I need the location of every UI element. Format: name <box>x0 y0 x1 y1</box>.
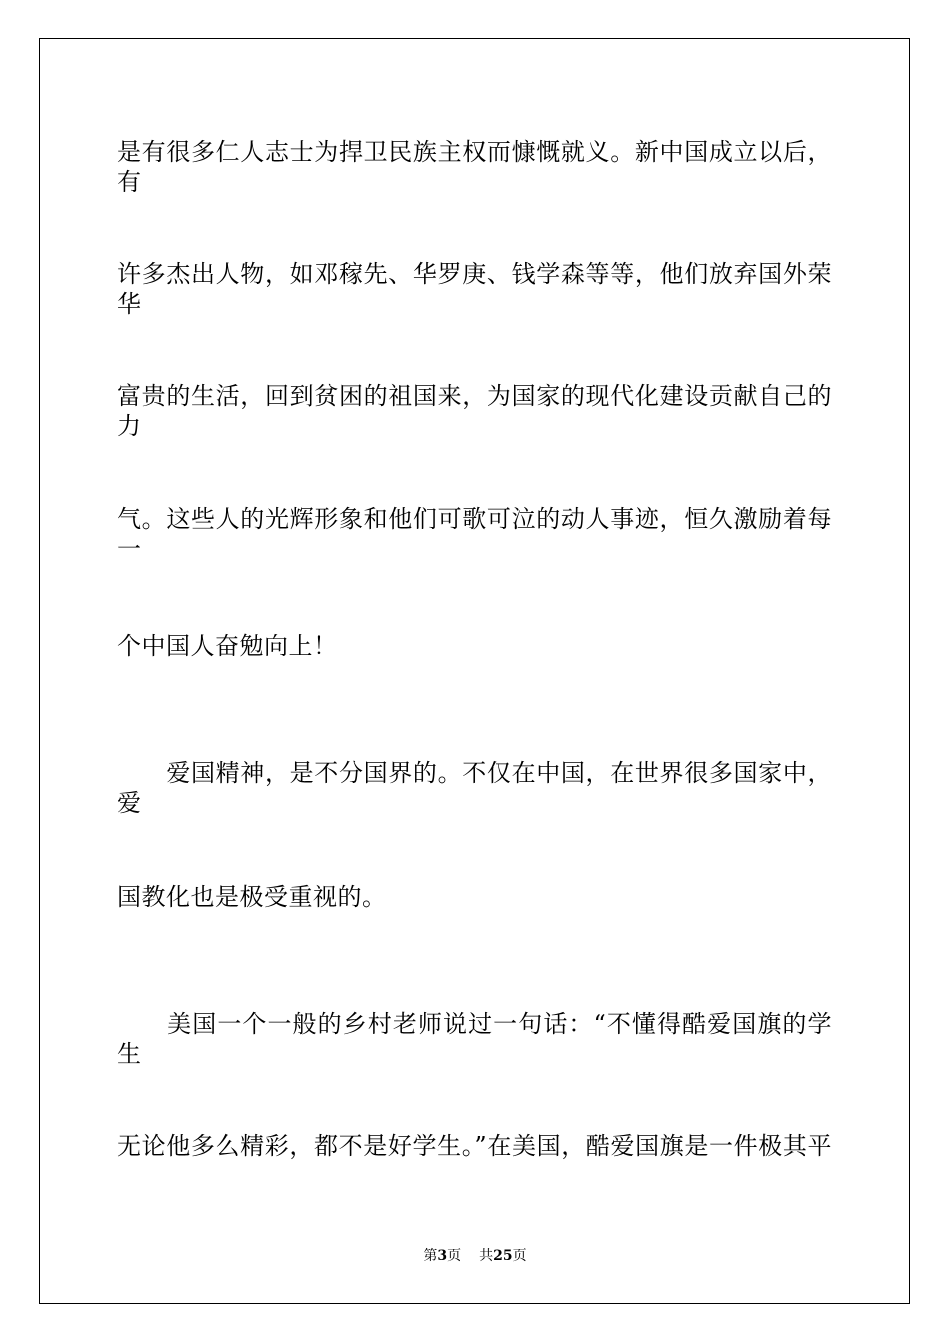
footer-page-suffix: 页 <box>447 1248 462 1264</box>
footer-total-suffix: 页 <box>512 1248 527 1264</box>
text-line-6: 爱国精神，是不分国界的。不仅在中国，在世界很多国家中，爱 <box>117 759 832 817</box>
text-line-7: 国教化也是极受重视的。 <box>117 883 387 911</box>
text-line-8: 美国一个一般的乡村老师说过一句话：“不懂得酷爱国旗的学生 <box>117 1010 832 1068</box>
text-line-4: 气。这些人的光辉形象和他们可歌可泣的动人事迹，恒久激励着每一 <box>117 505 832 563</box>
text-line-2: 许多杰出人物，如邓稼先、华罗庚、钱学森等等，他们放弃国外荣华 <box>117 260 832 318</box>
footer-page-total: 25 <box>493 1248 513 1264</box>
page-border <box>39 38 910 1304</box>
footer-page-current: 3 <box>437 1248 448 1264</box>
footer-total-prefix: 共 <box>479 1248 494 1264</box>
page-footer <box>0 1247 950 1265</box>
footer-page-prefix: 第 <box>423 1248 438 1264</box>
text-line-9: 无论他多么精彩，都不是好学生。”在美国，酷爱国旗是一件极其平 <box>117 1132 832 1160</box>
text-line-5: 个中国人奋勉向上！ <box>117 632 338 660</box>
text-line-1: 是有很多仁人志士为捍卫民族主权而慷慨就义。新中国成立以后，有 <box>117 138 832 196</box>
text-line-3: 富贵的生活，回到贫困的祖国来，为国家的现代化建设贡献自己的力 <box>117 382 832 440</box>
